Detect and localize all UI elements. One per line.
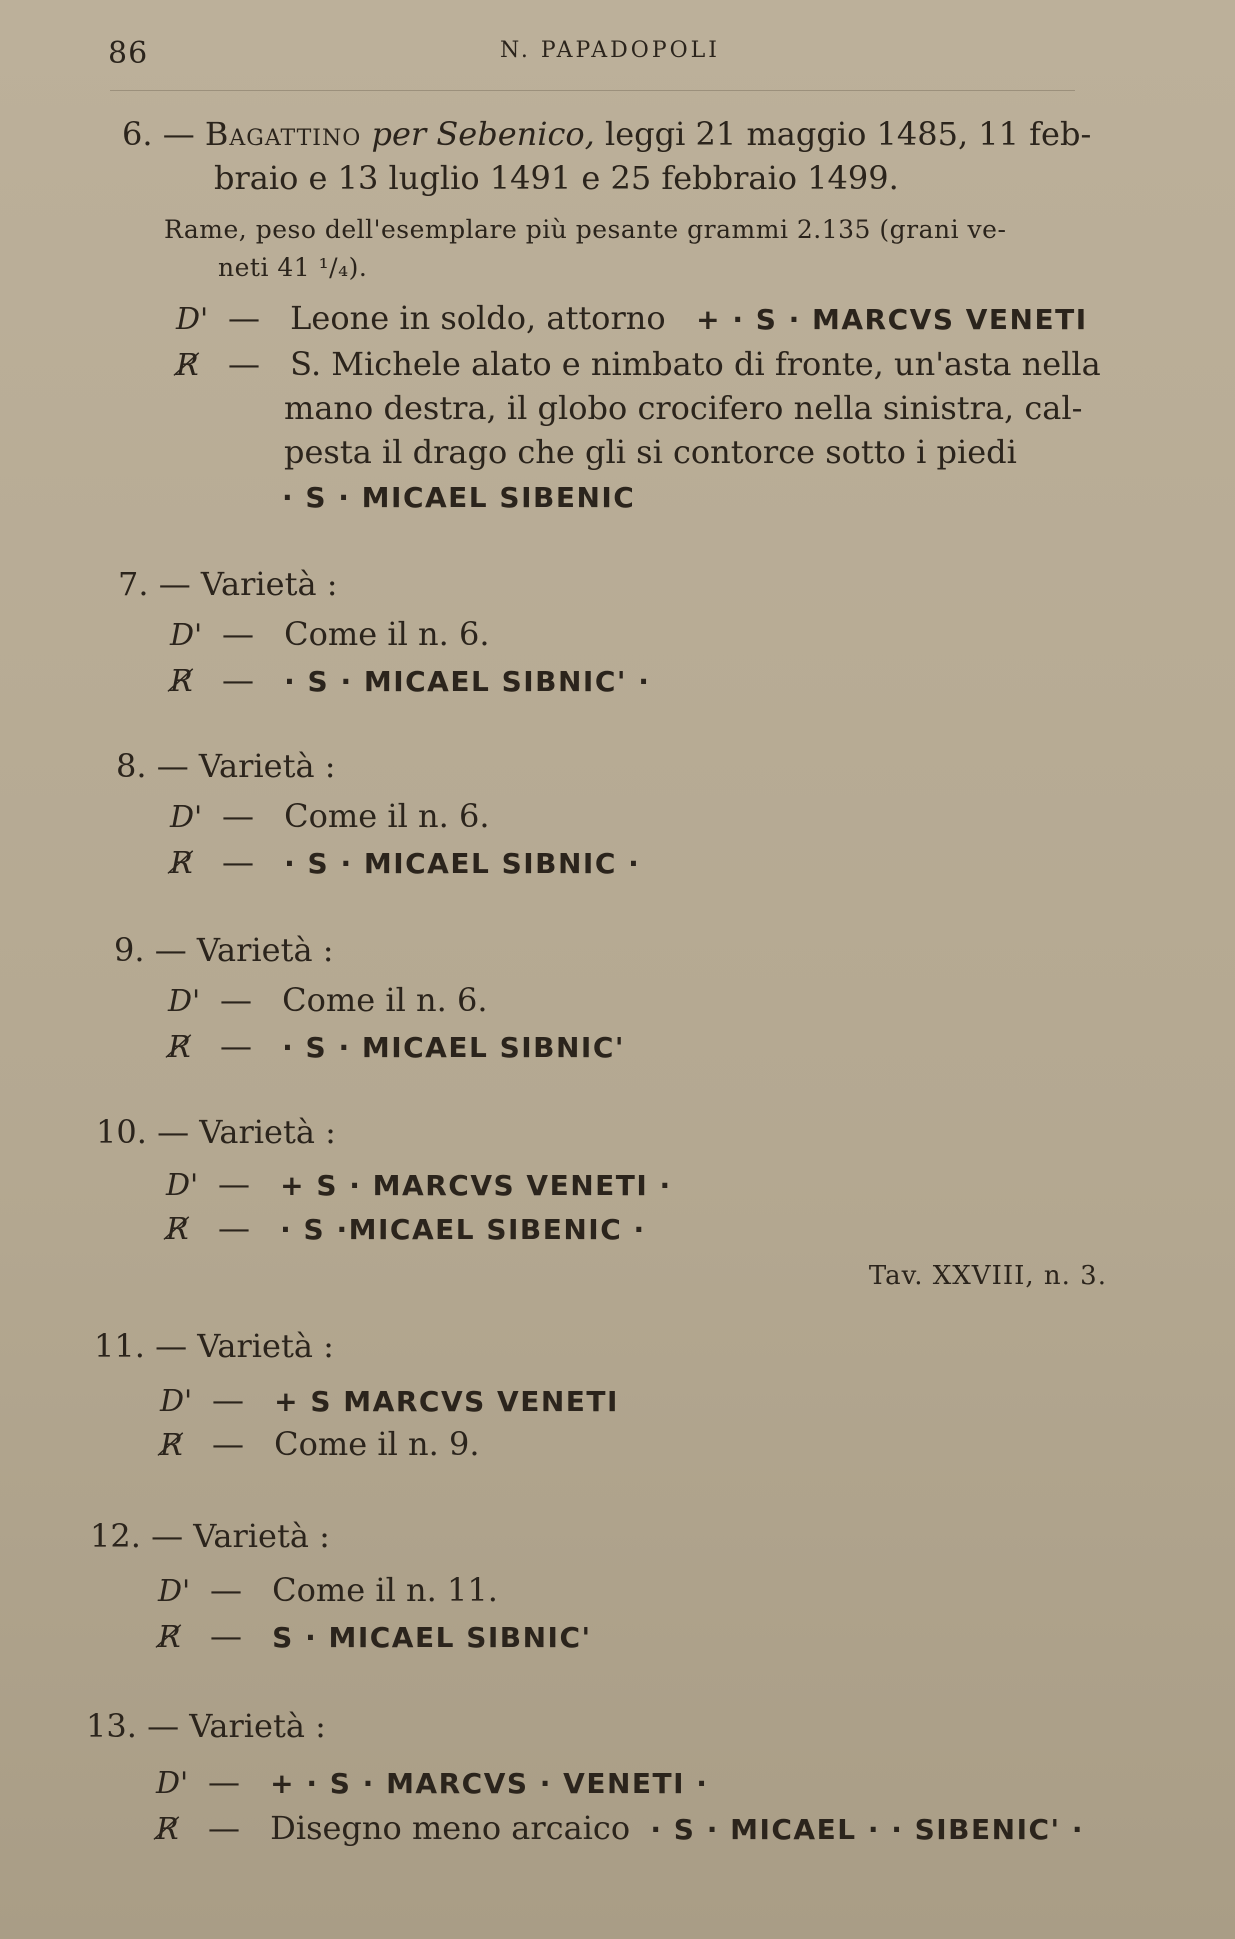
dash: — [212, 1425, 244, 1463]
reverse-symbol: R̸ [170, 664, 193, 699]
reverse-legend: S · MICAEL SIBNIC' [272, 1621, 592, 1654]
plate-reference: Tav. XXVIII, n. 3. [868, 1261, 1107, 1291]
dash: — [222, 843, 254, 881]
obverse-symbol: D' [170, 800, 203, 835]
entry-label: Varietà : [198, 747, 336, 785]
reverse-text: Disegno meno arcaico [270, 1809, 631, 1847]
dash: — [222, 661, 254, 699]
entry-13-obverse [156, 1763, 708, 1801]
obverse-text: Leone in soldo, attorno [290, 299, 666, 337]
entry-13-heading: 13. — Varietà : [86, 1707, 326, 1745]
reverse-symbol: R̸ [166, 1212, 189, 1247]
entry-7-reverse [170, 661, 650, 699]
entry-12-heading: 12. — Varietà : [90, 1517, 330, 1555]
entry-6-reverse-legend: · S · MICAEL SIBENIC [282, 481, 636, 514]
reverse-legend: · S · MICAEL SIBNIC · [284, 847, 641, 880]
entry-7-heading: 7. — Varietà : [118, 565, 338, 603]
entry-6-title: 6. — Bagattino per Sebenico, leggi 21 maggio 1485, 11 feb- [122, 115, 1092, 153]
entry-number: 7. [118, 565, 149, 603]
obverse-symbol: D' [176, 302, 209, 337]
entry-6-desc: Rame, peso dell'esemplare più pesante grammi 2.135 (grani ve- [164, 215, 1007, 244]
entry-number: 6. [122, 115, 153, 153]
entry-12-obverse [158, 1571, 498, 1609]
reverse-symbol: R̸ [160, 1428, 183, 1463]
header-rule [110, 90, 1075, 91]
entry-8-obverse [170, 797, 490, 835]
entry-label: Varietà : [197, 1327, 334, 1365]
obverse-legend: + · S · MARCVS · VENETI · [270, 1767, 709, 1800]
coin-name: Bagattino [204, 115, 362, 153]
entry-label: Varietà : [199, 1113, 336, 1151]
dash: — [222, 797, 254, 835]
dash: — [218, 1165, 250, 1203]
reverse-text-line-3: pesta il drago che gli si contorce sotto i piedi [284, 433, 1017, 471]
entry-label: Varietà : [193, 1517, 330, 1555]
running-title: N. PAPADOPOLI [500, 38, 720, 63]
entry-10-obverse [166, 1165, 672, 1203]
dash: — [218, 1209, 250, 1247]
reverse-legend: · S · MICAEL SIBNIC' · [284, 665, 651, 698]
entry-6-title-cont: braio e 13 luglio 1491 e 25 febbraio 1499. [214, 159, 899, 197]
entry-label: Varietà : [200, 565, 338, 603]
entry-8-reverse [170, 843, 640, 881]
dash: — [208, 1763, 240, 1801]
entry-label: Varietà : [196, 931, 334, 969]
entry-9-reverse [168, 1027, 625, 1065]
entry-8-heading: 8. — Varietà : [116, 747, 336, 785]
obverse-legend: + · S · MARCVS VENETI [696, 303, 1088, 336]
reverse-symbol: R̸ [168, 1030, 191, 1065]
reverse-text-line-2: mano destra, il globo crocifero nella sinistra, cal- [284, 389, 1083, 427]
entry-6-obverse [176, 299, 1088, 337]
obverse-symbol: D' [158, 1574, 191, 1609]
entry-11-reverse [160, 1425, 480, 1463]
entry-number: 8. [116, 747, 147, 785]
obverse-symbol: D' [170, 618, 203, 653]
coin-mint: per Sebenico, [371, 115, 595, 153]
coin-dates: leggi 21 maggio 1485, 11 feb- [594, 115, 1092, 153]
page-header [0, 30, 1235, 70]
dash: — [220, 1027, 252, 1065]
entry-11-obverse [160, 1381, 619, 1419]
reverse-symbol: R̸ [176, 348, 199, 383]
obverse-symbol: D' [156, 1766, 189, 1801]
entry-6-reverse [176, 345, 1101, 383]
dash: — [210, 1617, 242, 1655]
dash: — [220, 981, 252, 1019]
obverse-text: Come il n. 6. [284, 797, 490, 835]
reverse-symbol: R̸ [170, 846, 193, 881]
obverse-text: Come il n. 6. [282, 981, 488, 1019]
page-number: 86 [108, 36, 149, 71]
reverse-symbol: R̸ [156, 1812, 179, 1847]
reverse-legend: · S · MICAEL SIBNIC' [282, 1031, 625, 1064]
dash: — [212, 1381, 244, 1419]
entry-9-obverse [168, 981, 488, 1019]
reverse-symbol: R̸ [158, 1620, 181, 1655]
dash: — [208, 1809, 240, 1847]
entry-6-desc-cont: neti 41 ¹/₄). [218, 253, 368, 282]
reverse-legend: · S ·MICAEL SIBENIC · [280, 1213, 646, 1246]
entry-10-reverse [166, 1209, 646, 1247]
entry-12-reverse [158, 1617, 592, 1655]
obverse-symbol: D' [160, 1384, 193, 1419]
dash: — [210, 1571, 242, 1609]
entry-11-heading: 11. — Varietà : [94, 1327, 334, 1365]
obverse-legend: + S MARCVS VENETI [274, 1385, 619, 1418]
obverse-text: Come il n. 6. [284, 615, 490, 653]
obverse-legend: + S · MARCVS VENETI · [280, 1169, 672, 1202]
reverse-legend: · S · MICAEL · · SIBENIC' · [650, 1813, 1085, 1846]
dash: — [228, 345, 260, 383]
entry-number: 10. [96, 1113, 147, 1151]
dash: — [228, 299, 260, 337]
entry-10-heading: 10. — Varietà : [96, 1113, 336, 1151]
entry-number: 12. [90, 1517, 141, 1555]
entry-number: 9. [114, 931, 145, 969]
entry-7-obverse [170, 615, 490, 653]
obverse-text: Come il n. 11. [272, 1571, 498, 1609]
entry-13-reverse [156, 1809, 1084, 1847]
dash: — [222, 615, 254, 653]
obverse-symbol: D' [168, 984, 201, 1019]
entry-label: Varietà : [189, 1707, 326, 1745]
obverse-symbol: D' [166, 1168, 199, 1203]
entry-9-heading: 9. — Varietà : [114, 931, 334, 969]
reverse-text-line-1: S. Michele alato e nimbato di fronte, un'asta nella [290, 345, 1101, 383]
entry-number: 13. [86, 1707, 137, 1745]
reverse-text: Come il n. 9. [274, 1425, 480, 1463]
entry-number: 11. [94, 1327, 145, 1365]
